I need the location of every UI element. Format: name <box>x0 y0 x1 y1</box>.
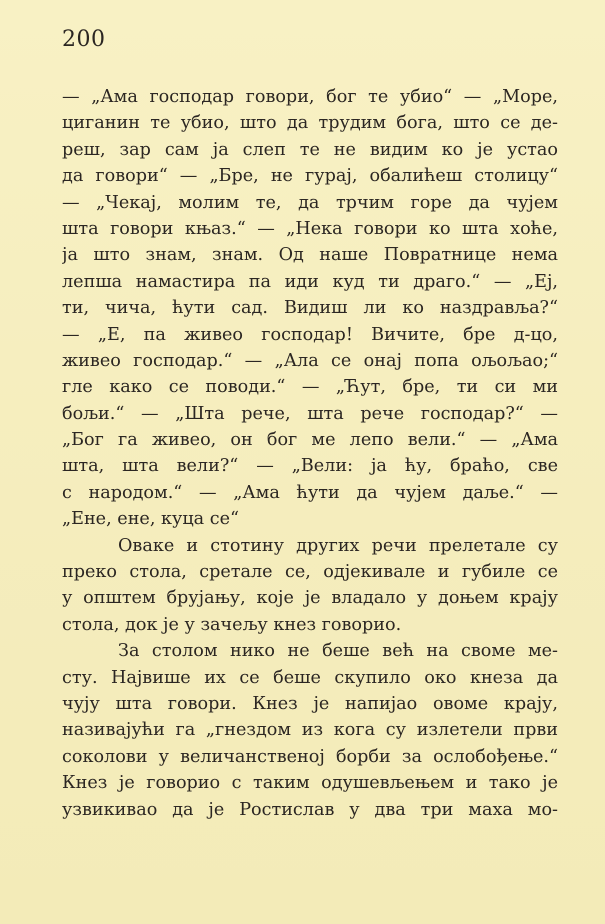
text-line: Кнез је говорио с таким одушевљењем и тако је <box>62 773 558 794</box>
text-line: — „Чекај, молим те, да трчим горе да чујем <box>62 192 558 213</box>
text-line: бољи.“ — „Шта рече, шта рече господар?“ — <box>62 403 558 424</box>
text-line: преко стола, сретале се, одјекивале и губиле се <box>62 562 558 583</box>
text-line: лепша намастира па иди куд ти драго.“ — „Еј, <box>62 271 558 292</box>
text-line: Оваке и стотину других речи прелетале су <box>118 535 558 556</box>
text-line: стола, док је у зачељу кнез говорио. <box>62 614 402 635</box>
text-line: да говори“ — „Бре, не гурај, обалићеш столицу“ <box>62 166 558 187</box>
text-line: соколови у величанственој борби за ослобођење.“ <box>62 746 558 767</box>
text-line: реш, зар сам ја слеп те не видим ко је устао <box>62 139 558 160</box>
text-line: сту. Највише их се беше скупило око кнеза да <box>62 667 558 688</box>
text-line: „Бог га живео, он бог ме лепо вели.“ — „Ама <box>62 430 558 451</box>
paragraph <box>62 638 558 823</box>
text-line: шта, шта вели?“ — „Вели: ја ћу, браћо, све <box>62 456 558 477</box>
text-line: ти, чича, ћути сад. Видиш ли ко наздравља?“ <box>62 298 558 319</box>
page-number: 200 <box>62 27 106 52</box>
text-line: — „Е, па живео господар! Вичите, бре д-цо, <box>62 324 558 345</box>
text-line: — „Ама господар говори, бог те убио“ — „Море, <box>62 87 558 107</box>
text-line: циганин те убио, што да трудим бога, што се де- <box>62 113 558 134</box>
text-line: живео господар.“ — „Ала се онај попа ољољао;“ <box>62 350 558 371</box>
body-text <box>62 84 558 823</box>
text-line: гле како се поводи.“ — „Ћут, бре, ти си ми <box>62 377 558 398</box>
paragraph <box>62 533 558 639</box>
text-line: у општем брујању, које је владало у доњем крају <box>62 588 558 609</box>
text-line: шта говори књаз.“ — „Нека говори ко шта хоће, <box>62 218 558 239</box>
text-line: чују шта говори. Кнез је напијао овоме крају, <box>62 693 558 714</box>
text-line: с народом.“ — „Ама ћути да чујем даље.“ — <box>62 482 558 503</box>
paragraph <box>62 84 558 533</box>
text-line: ја што знам, знам. Од наше Повратнице нема <box>62 245 558 266</box>
text-line: називајући га „гнездом из кога су излетели први <box>62 720 558 741</box>
text-line: узвикивао да је Ростислав у два три маха мо- <box>62 799 558 820</box>
text-line: „Ене, ене, куца се“ <box>62 509 240 530</box>
text-line: За столом нико не беше већ на своме ме- <box>118 641 558 662</box>
